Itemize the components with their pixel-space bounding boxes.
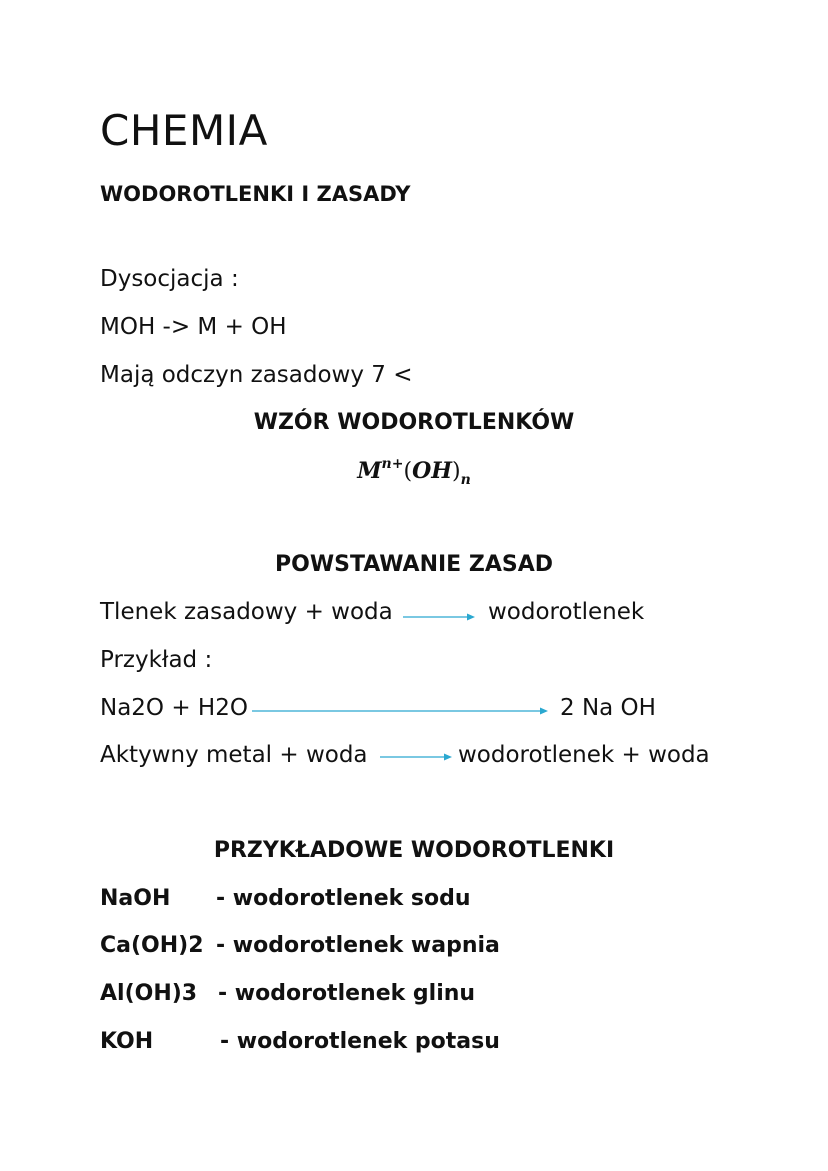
formula-open-paren: (	[403, 459, 413, 484]
arrow-icon	[380, 752, 452, 762]
formula-close-paren: )	[452, 459, 461, 484]
examples-heading: PRZYKŁADOWE WODOROTLENKI	[213, 838, 615, 863]
example-formula: KOH	[100, 1029, 154, 1054]
list-item	[0, 1029, 828, 1059]
formula-charge: n+	[381, 456, 404, 472]
example-right: 2 Na OH	[560, 695, 656, 721]
example-formula: Ca(OH)2	[100, 933, 204, 958]
example-name: - wodorotlenek glinu	[218, 981, 476, 1006]
document-title: CHEMIA	[100, 106, 268, 155]
formula-heading: WZÓR WODOROTLENKÓW	[253, 410, 575, 435]
example-name: - wodorotlenek sodu	[216, 886, 471, 911]
list-item	[0, 981, 828, 1011]
formula-count: n	[460, 472, 471, 488]
example-name: - wodorotlenek potasu	[220, 1029, 500, 1054]
list-item	[0, 933, 828, 963]
example-left: Na2O + H2O	[100, 695, 248, 721]
formation-heading: POWSTAWANIE ZASAD	[275, 552, 553, 577]
example-formula: NaOH	[100, 886, 171, 911]
rule1-left: Tlenek zasadowy + woda	[100, 599, 393, 625]
dissociation-label: Dysocjacja :	[100, 266, 239, 292]
hydroxide-formula	[0, 456, 828, 488]
reaction-note: Mają odczyn zasadowy 7 <	[100, 362, 413, 388]
rule1-right: wodorotlenek	[488, 599, 645, 625]
formula-metal: M	[357, 458, 382, 484]
dissociation-equation: MOH -> M + OH	[100, 314, 287, 340]
arrow-icon	[403, 612, 475, 622]
example-name: - wodorotlenek wapnia	[216, 933, 500, 958]
example-formula: Al(OH)3	[100, 981, 198, 1006]
document-subtitle: WODOROTLENKI I ZASADY	[100, 182, 411, 206]
arrow-icon	[252, 706, 548, 716]
rule2-left: Aktywny metal + woda	[100, 742, 368, 768]
formula-hydroxyl: OH	[412, 458, 453, 484]
list-item	[0, 886, 828, 916]
rule2-right: wodorotlenek + woda	[458, 742, 710, 768]
example-label: Przykład :	[100, 647, 213, 673]
